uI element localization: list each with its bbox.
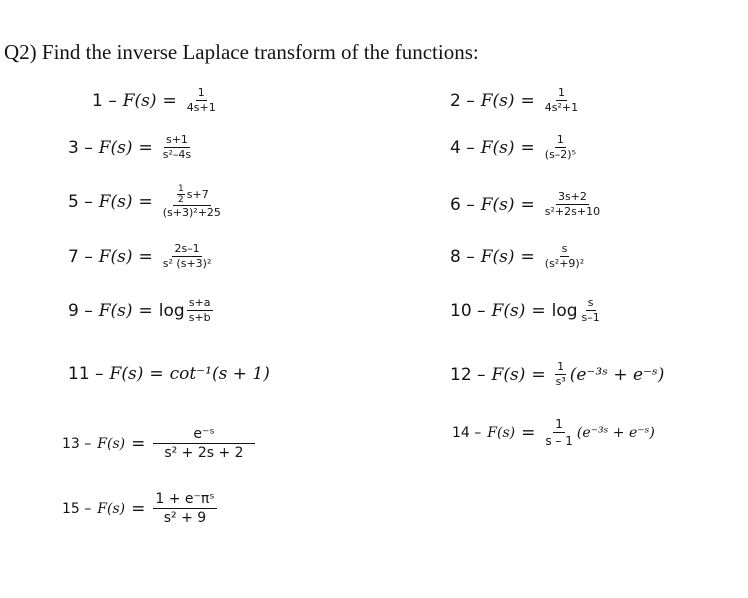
numerator: 1 bbox=[557, 86, 565, 99]
fraction bbox=[185, 86, 218, 115]
problem-10: 10 – F(s) = log $\frac{s}{s-1}$ bbox=[450, 296, 600, 324]
problem-label: 6 – bbox=[450, 194, 475, 215]
problem-label: 10 – bbox=[450, 300, 486, 321]
function-name: F(s) bbox=[98, 192, 133, 212]
function-name: F(s) bbox=[491, 300, 526, 321]
fraction bbox=[543, 190, 602, 219]
log-function: log bbox=[551, 300, 578, 321]
denominator: s+b bbox=[188, 311, 211, 324]
function-name: F(s) bbox=[122, 90, 157, 111]
problem-label: 12 – bbox=[450, 364, 486, 385]
problem-label: 13 – bbox=[62, 435, 92, 452]
function-name: F(s) bbox=[109, 364, 144, 384]
numerator: s bbox=[561, 242, 568, 255]
fraction bbox=[153, 425, 254, 462]
denominator: (s+3)²+25 bbox=[162, 206, 221, 219]
fraction bbox=[161, 184, 223, 220]
half-fraction: 1 2 bbox=[178, 184, 184, 205]
problem-label: 8 – bbox=[450, 246, 475, 267]
fraction bbox=[543, 86, 580, 115]
fraction bbox=[161, 242, 214, 271]
function-name: F(s) bbox=[98, 246, 133, 267]
fraction bbox=[187, 296, 213, 325]
problem-label: 9 – bbox=[68, 300, 93, 321]
numerator: e⁻ˢ bbox=[153, 425, 254, 444]
expression: (e⁻³ˢ + e⁻ˢ) bbox=[576, 424, 655, 441]
problem-4: 4 – F(s) = $\frac{1}{\text{(s–2)⁵}}$ bbox=[450, 133, 577, 161]
fraction bbox=[543, 242, 586, 271]
function-name: F(s) bbox=[97, 435, 126, 452]
fraction bbox=[580, 296, 602, 325]
fraction bbox=[543, 416, 575, 449]
numerator: 1 2 s+7 bbox=[173, 184, 211, 206]
function-name: F(s) bbox=[480, 137, 515, 158]
denominator: s² (s+3)² bbox=[162, 257, 212, 270]
problem-7: 7 – F(s) = $\frac{2s-1}{\text{s² (s+3)²}}$ bbox=[68, 242, 212, 270]
numerator: s+a bbox=[188, 296, 211, 309]
function-name: F(s) bbox=[491, 364, 526, 385]
denominator: s – 1 bbox=[545, 434, 573, 448]
numerator: s+1 bbox=[165, 133, 188, 146]
numerator: s bbox=[587, 296, 594, 309]
problem-label: 11 – bbox=[68, 364, 104, 384]
problem-2: 2 – F(s) = $\frac{1}{\text{4s²+1}}$ bbox=[450, 86, 579, 114]
log-function: log bbox=[158, 300, 185, 321]
problem-3: 3 – F(s) = $\frac{s+1}{\text{s²–4s}}$ bbox=[68, 133, 192, 161]
function-name: F(s) bbox=[97, 500, 126, 517]
numerator: 1 bbox=[557, 360, 565, 373]
problem-1: 1 – F(s) = $\frac{1}{4s+1}$ bbox=[92, 86, 216, 114]
fraction bbox=[153, 490, 216, 527]
problem-label: 2 – bbox=[450, 90, 475, 111]
denominator: s³ bbox=[555, 375, 566, 388]
problem-5: 5 – F(s) = 1 2 s+7 (s+3)²+25 bbox=[68, 184, 221, 219]
function-name: F(s) bbox=[480, 246, 515, 267]
problem-15: 15 – F(s) = $\frac{\text{1 + e⁻πˢ}}{\text{s² + 9}}$ bbox=[62, 491, 215, 526]
denominator: s² + 9 bbox=[163, 510, 207, 526]
function-name: F(s) bbox=[480, 90, 515, 111]
problem-14: 14 – F(s) = $\frac{1}{s - 1}$ (e⁻³ˢ + e⁻ˢ) bbox=[452, 417, 655, 448]
numerator: 1 bbox=[197, 86, 205, 99]
question-title: Q2) Find the inverse Laplace transform of the functions: bbox=[4, 40, 479, 64]
denominator: s² + 2s + 2 bbox=[164, 445, 244, 461]
denominator: s–1 bbox=[581, 311, 600, 324]
numerator: 2s–1 bbox=[174, 242, 200, 255]
problem-12: 12 – F(s) = $\frac{1}{\text{s³}}$ (e⁻³ˢ + e⁻ˢ) bbox=[450, 360, 665, 388]
fraction bbox=[554, 360, 568, 389]
denominator: 4s²+1 bbox=[544, 101, 579, 114]
function-name: F(s) bbox=[487, 424, 516, 441]
problem-6: 6 – F(s) = $\frac{3s+2}{\text{s²+2s+10}}$ bbox=[450, 190, 601, 218]
denominator: s²–4s bbox=[162, 148, 192, 161]
denominator: (s–2)⁵ bbox=[544, 148, 577, 161]
problem-label: 15 – bbox=[62, 500, 92, 517]
expression: (e⁻³ˢ + e⁻ˢ) bbox=[569, 364, 665, 385]
problem-label: 4 – bbox=[450, 137, 475, 158]
numerator: 3s+2 bbox=[557, 190, 587, 203]
denominator: (s²+9)² bbox=[544, 257, 585, 270]
problem-8: 8 – F(s) = $\frac{s}{\text{(s²+9)²}}$ bbox=[450, 242, 585, 270]
problem-label: 7 – bbox=[68, 246, 93, 267]
numerator: 1 bbox=[556, 133, 564, 146]
problem-13: 13 – F(s) = $\frac{\text{e⁻ˢ}}{\text{s² + 2s + 2}}$ bbox=[62, 425, 257, 462]
function-name: F(s) bbox=[98, 300, 133, 321]
function-name: F(s) bbox=[98, 137, 133, 158]
function-name: F(s) bbox=[480, 194, 515, 215]
problem-label: 5 – bbox=[68, 192, 93, 212]
problem-label: 14 – bbox=[452, 424, 482, 441]
problem-label: 1 – bbox=[92, 90, 117, 111]
fraction bbox=[543, 133, 578, 162]
denominator: 4s+1 bbox=[186, 101, 216, 114]
fraction bbox=[161, 133, 193, 162]
denominator: s²+2s+10 bbox=[544, 205, 601, 218]
problem-11: 11 – F(s) = cot⁻¹(s + 1) bbox=[68, 364, 270, 384]
expression: cot⁻¹(s + 1) bbox=[169, 364, 270, 384]
numerator: 1 + e⁻πˢ bbox=[155, 491, 215, 507]
problem-9: 9 – F(s) = log $\frac{s+a}{s+b}$ bbox=[68, 296, 211, 324]
numerator: 1 bbox=[555, 417, 563, 431]
problem-label: 3 – bbox=[68, 137, 93, 158]
